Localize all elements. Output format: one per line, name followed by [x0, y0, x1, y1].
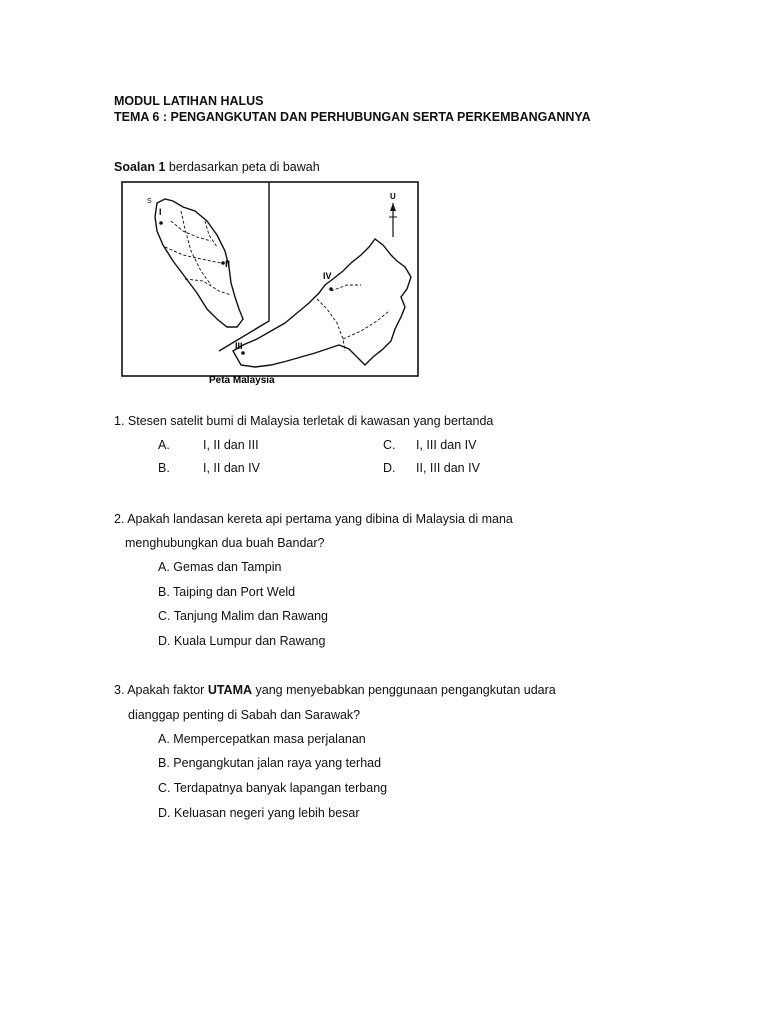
north-arrow-icon: [389, 192, 397, 237]
map-label-iv: IV: [323, 271, 332, 281]
q2-option-d: D. Kuala Lumpur dan Rawang: [158, 634, 326, 648]
q3-option-d: D. Keluasan negeri yang lebih besar: [158, 806, 360, 820]
map-label-s: S: [147, 198, 152, 205]
q2-text-line2: menghubungkan dua buah Bandar?: [125, 536, 325, 550]
q1-option-a-text: I, II dan III: [203, 438, 259, 452]
q1-option-a-letter: A.: [158, 438, 170, 452]
map-label-i: I: [159, 207, 162, 217]
north-label: U: [390, 192, 396, 201]
module-title: MODUL LATIHAN HALUS: [114, 94, 264, 108]
map-label-iii: III: [235, 341, 243, 351]
q3-line1-post: yang menyebabkan penggunaan pengangkutan udara: [252, 683, 556, 697]
q3-text-line1: [114, 683, 556, 697]
intro-rest: berdasarkan peta di bawah: [165, 160, 320, 174]
intro-bold: Soalan 1: [114, 160, 166, 174]
theme-title: TEMA 6 : PENGANGKUTAN DAN PERHUBUNGAN SERTA PERKEMBANGANNYA: [114, 110, 591, 124]
q3-text-line2: dianggap penting di Sabah dan Sarawak?: [128, 708, 361, 722]
q2-text-line1: 2. Apakah landasan kereta api pertama yang dibina di Malaysia di mana: [114, 512, 513, 526]
question-intro: [114, 160, 320, 174]
q1-text: 1. Stesen satelit bumi di Malaysia terletak di kawasan yang bertanda: [114, 414, 494, 428]
q1-option-c-text: I, III dan IV: [416, 438, 477, 452]
map-caption: Peta Malaysia: [209, 375, 275, 385]
q1-option-b-letter: B.: [158, 461, 170, 475]
q3-option-b: B. Pengangkutan jalan raya yang terhad: [158, 756, 382, 770]
malaysia-map: [121, 181, 419, 385]
q2-option-b: B. Taiping dan Port Weld: [158, 585, 296, 599]
q1-option-c-letter: C.: [383, 438, 396, 452]
map-label-ii: II: [225, 259, 231, 269]
borneo-outline: [233, 239, 411, 367]
q2-option-c: C. Tanjung Malim dan Rawang: [158, 609, 329, 623]
q1-option-b-text: I, II dan IV: [203, 461, 260, 475]
q3-line1-bold: UTAMA: [207, 683, 253, 697]
q2-option-a: A. Gemas dan Tampin: [158, 560, 282, 574]
q1-option-d-letter: D.: [383, 461, 396, 475]
q3-option-c: C. Terdapatnya banyak lapangan terbang: [158, 781, 388, 795]
q1-option-d-text: II, III dan IV: [416, 461, 480, 475]
q3-line1-pre: 3. Apakah faktor: [114, 683, 208, 697]
q3-option-a: A. Mempercepatkan masa perjalanan: [158, 732, 366, 746]
